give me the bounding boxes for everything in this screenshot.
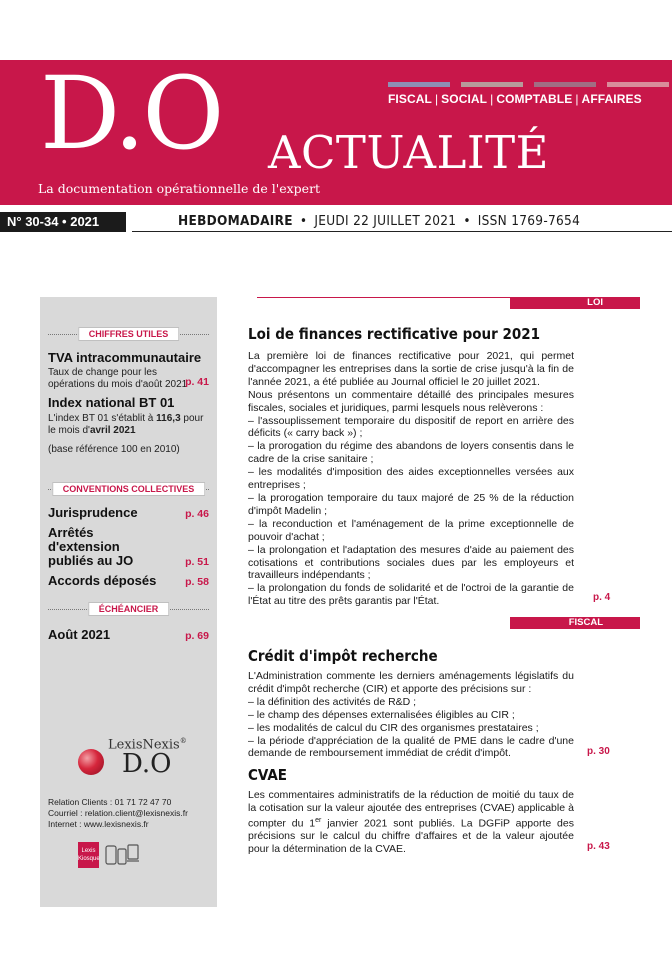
- page-ref-cir[interactable]: p. 30: [587, 746, 610, 757]
- issue-number: N° 30-34 • 2021: [0, 212, 126, 232]
- brand-logo-do: D.O: [40, 55, 222, 172]
- issue-issn: ISSN 1769-7654: [477, 213, 581, 229]
- sidebar-heading-echeancier: ÉCHÉANCIER: [48, 602, 209, 616]
- section-tag-loi: LOI: [510, 297, 640, 309]
- issue-date: JEUDI 22 JUILLET 2021: [314, 213, 457, 229]
- article-body-cir: L'Administration commente les derniers aménagements législatifs du crédit d'impôt recherche (CIR) et apporte des précisions sur : – la définition des activités de R&D ; – le champ des dépenses externalisées éligibles au CIR ; – les modalités de calcul du CIR des organismes prestataires ; – la période d'appréciation de la qualité de PME dans le cadre d'une demande de remboursement immédiat de crédit d'impôt.: [248, 670, 574, 760]
- section-tag-fiscal: FISCAL: [510, 617, 640, 629]
- devices-icon: [105, 844, 139, 866]
- brand-tagline: La documentation opérationnelle de l'expert: [38, 181, 321, 196]
- tva-ref-link[interactable]: p. 41: [185, 376, 209, 388]
- convention-item[interactable]: Accords déposés p. 58: [48, 573, 209, 588]
- article-title-cvae[interactable]: CVAE: [248, 766, 287, 784]
- rubric-comptable: COMPTABLE: [496, 92, 573, 106]
- contact-website[interactable]: Internet : www.lexisnexis.fr: [48, 819, 149, 829]
- convention-item[interactable]: Jurisprudence p. 46: [48, 505, 209, 520]
- section-bar-fiscal: [257, 617, 640, 629]
- issue-info: HEBDOMADAIRE • JEUDI 22 JUILLET 2021 • ISSN 1769-7654: [178, 213, 581, 229]
- article-title-loi[interactable]: Loi de finances rectificative pour 2021: [248, 325, 541, 343]
- rubric-affaires: AFFAIRES: [581, 92, 642, 106]
- rubric-bar-fiscal: [388, 82, 450, 87]
- issue-frequency: HEBDOMADAIRE: [178, 213, 293, 229]
- sidebar-heading-chiffres: CHIFFRES UTILES: [48, 327, 209, 341]
- rubric-bar-social: [461, 82, 523, 87]
- index-text: L'index BT 01 s'établit à 116,3 pour le mois d'avril 2021: [48, 413, 204, 436]
- convention-item[interactable]: Arrêtés d'extension publiés au JO p. 51: [48, 525, 209, 568]
- sidebar-section-conventions: [48, 482, 209, 588]
- article-title-cir[interactable]: Crédit d'impôt recherche: [248, 647, 438, 665]
- contact-email[interactable]: Courriel : relation.client@lexisnexis.fr: [48, 808, 188, 818]
- echeancier-item[interactable]: Août 2021 p. 69: [48, 627, 209, 642]
- lexisnexis-wordmark: LexisNexis®: [108, 737, 187, 753]
- sidebar-section-chiffres: [48, 327, 209, 456]
- article-body-cvae: Les commentaires administratifs de la réduction de moitié du taux de la cotisation sur la valeur ajoutée des entreprises (CVAE) applicable à compter du 1er janvier 2021 sont publiés. La DGFiP apporte des précisions sur le calcul du chiffre d'affaires et de la valeur ajoutée pour la détermination de la CVAE.: [248, 789, 574, 856]
- page-ref-loi[interactable]: p. 4: [593, 592, 611, 603]
- section-bar-loi: [257, 297, 640, 309]
- contact-block: [48, 797, 188, 830]
- sidebar-heading-conventions: CONVENTIONS COLLECTIVES: [48, 482, 209, 496]
- index-note: (base référence 100 en 2010): [48, 444, 180, 455]
- rubric-bar-affaires: [607, 82, 669, 87]
- rubric-bar-comptable: [534, 82, 596, 87]
- rubric-fiscal: FISCAL: [388, 92, 432, 106]
- tva-text: Taux de change pour les opérations du mois d'août 2021: [48, 367, 188, 390]
- rubrics-line: FISCAL | SOCIAL | COMPTABLE | AFFAIRES: [388, 92, 642, 106]
- sidebar-section-echeancier: [48, 602, 209, 642]
- index-title: Index national BT 01: [48, 395, 175, 410]
- tva-title: TVA intracommunautaire: [48, 350, 202, 365]
- do-wordmark: D.O: [122, 749, 172, 779]
- lexis-kiosque-logo: Lexis Kiosque: [78, 842, 99, 868]
- page-ref-cvae[interactable]: p. 43: [587, 841, 610, 852]
- brand-logo-actualite: ACTUALITÉ: [268, 126, 550, 179]
- lexisnexis-logo: [78, 737, 188, 782]
- lexisnexis-sphere-icon: [78, 749, 104, 775]
- rubric-color-bars: [388, 82, 669, 87]
- issue-row: [0, 212, 672, 232]
- article-body-loi: La première loi de finances rectificative pour 2021, qui permet d'accompagner les entreprises dans la sortie de crise jusqu'à la fin de l'année 2021, a été publiée au Journal officiel le 20 juillet 2021. Nous présentons un commentaire détaillé des principales mesures fiscales, sociales et juridiques, parmi lesquels nous relèverons : – l'assouplissement temporaire du dispositif de report en arrière des déficits (« carry back ») ; – la prorogation du régime des abandons de loyers consentis dans le cadre de la crise sanitaire ; – les modalités d'imposition des aides exceptionnelles versées aux entreprises ; – la prorogation temporaire du taux majoré de 25 % de la réduction d'impôt Madelin ; – la reconduction et l'aménagement de la prime exceptionnelle de pouvoir d'achat ; – la prolongation et l'adaptation des mesures d'aide au paiement des cotisations et contributions sociales dues par les employeurs et travailleurs indépendants ; – la prolongation du fonds de solidarité et de l'octroi de la garantie de l'État au titre des prêts garantis par l'État.: [248, 350, 574, 608]
- sidebar: [40, 297, 217, 907]
- contact-phone: Relation Clients : 01 71 72 47 70: [48, 797, 172, 807]
- rubric-social: SOCIAL: [441, 92, 488, 106]
